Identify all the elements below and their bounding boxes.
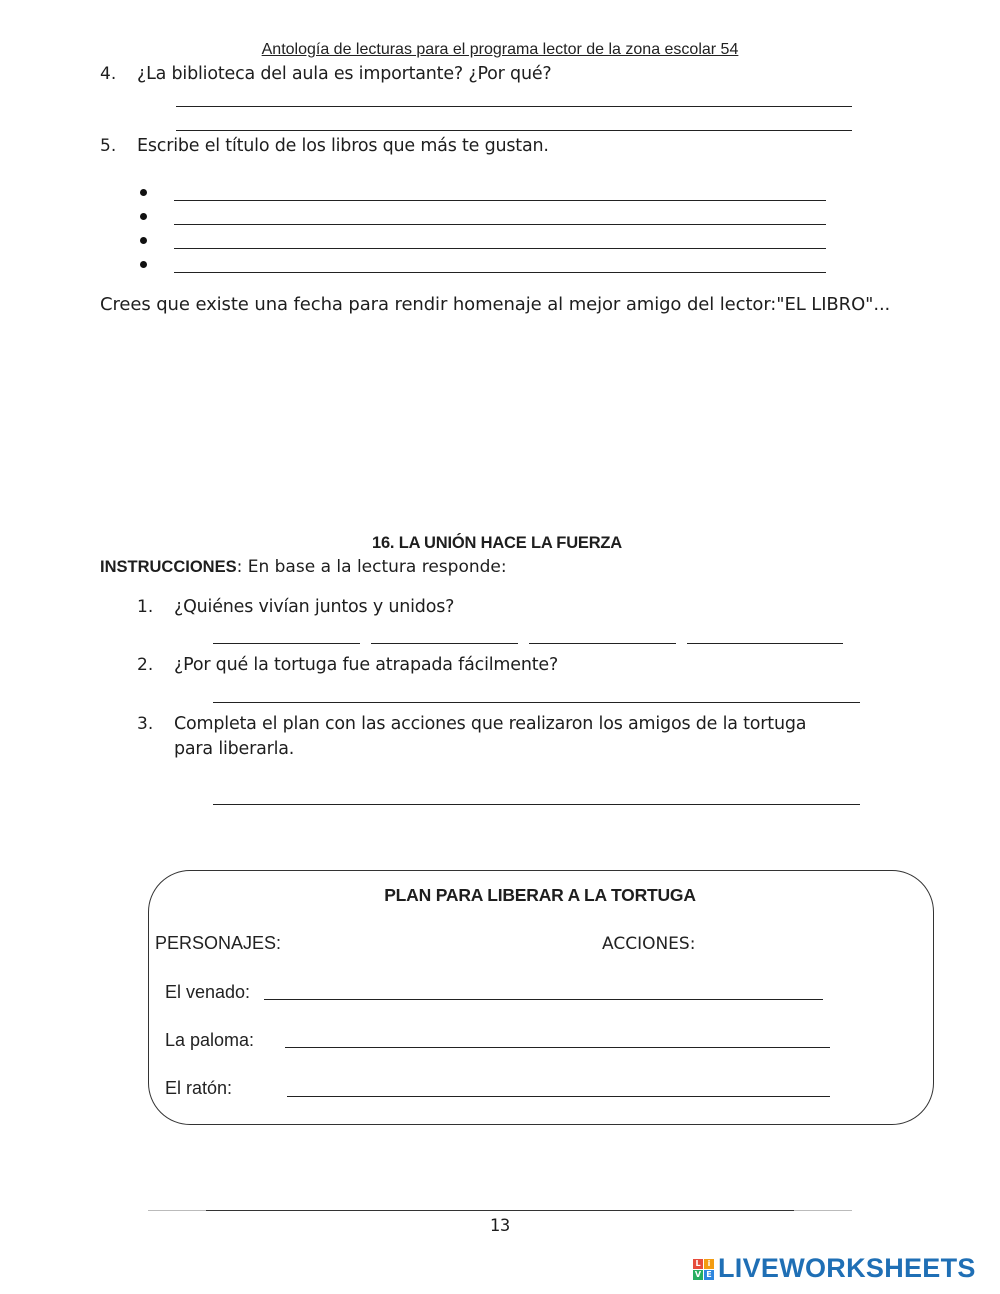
- bullet-icon: [140, 261, 147, 268]
- s16-question-2-number: 2.: [137, 655, 154, 675]
- liveworksheets-logo[interactable]: LIVEWORKSHEETS: [718, 1253, 976, 1283]
- action-line-venado[interactable]: [264, 999, 823, 1000]
- s16-question-1-number: 1.: [137, 597, 154, 617]
- book-title-line[interactable]: [174, 200, 826, 201]
- character-label-paloma: La paloma:: [165, 1030, 255, 1050]
- instructions: [100, 557, 507, 577]
- question-4-number: 4.: [100, 64, 117, 84]
- character-label-raton: El ratón:: [165, 1078, 233, 1098]
- question-5-number: 5.: [100, 136, 117, 156]
- s16-question-2-text: ¿Por qué la tortuga fue atrapada fácilmente?: [174, 655, 559, 675]
- book-title-line[interactable]: [174, 224, 826, 225]
- page-header-title: Antología de lecturas para el programa lector de la zona escolar 54: [261, 41, 739, 58]
- s16-question-3-text-continued: para liberarla.: [174, 739, 295, 759]
- logo-letter: E: [704, 1270, 714, 1280]
- book-title-line[interactable]: [174, 248, 826, 249]
- liveworksheets-logo-icon: [693, 1259, 715, 1281]
- homage-prompt: Crees que existe una fecha para rendir homenaje al mejor amigo del lector:"EL LIBRO"...: [100, 294, 891, 315]
- logo-letter: L: [693, 1259, 703, 1269]
- action-line-raton[interactable]: [287, 1096, 830, 1097]
- bullet-icon: [140, 237, 147, 244]
- answer-line[interactable]: [213, 702, 860, 703]
- bullet-icon: [140, 213, 147, 220]
- answer-line[interactable]: [687, 643, 843, 644]
- book-title-line[interactable]: [174, 272, 826, 273]
- answer-line[interactable]: [176, 106, 852, 107]
- footer-rule: [206, 1210, 794, 1211]
- actions-heading: ACCIONES:: [602, 934, 696, 954]
- instructions-text: : En base a la lectura responde:: [236, 557, 507, 577]
- answer-line[interactable]: [213, 643, 360, 644]
- answer-line[interactable]: [529, 643, 676, 644]
- character-label-venado: El venado:: [165, 982, 251, 1002]
- bullet-icon: [140, 189, 147, 196]
- question-4-text: ¿La biblioteca del aula es importante? ¿Por qué?: [137, 64, 552, 84]
- answer-line[interactable]: [213, 804, 860, 805]
- section-title: 16. LA UNIÓN HACE LA FUERZA: [371, 534, 623, 552]
- instructions-label: INSTRUCCIONES: [100, 558, 237, 576]
- characters-heading: PERSONAJES:: [155, 933, 282, 953]
- s16-question-3-number: 3.: [137, 714, 154, 734]
- logo-letter: i: [704, 1259, 714, 1269]
- s16-question-1-text: ¿Quiénes vivían juntos y unidos?: [174, 597, 455, 617]
- question-5-text: Escribe el título de los libros que más te gustan.: [137, 136, 549, 156]
- s16-question-3-text: Completa el plan con las acciones que realizaron los amigos de la tortuga: [174, 714, 807, 734]
- plan-title: PLAN PARA LIBERAR A LA TORTUGA: [384, 885, 696, 905]
- logo-letter: V: [694, 1270, 702, 1279]
- plan-box: [148, 870, 934, 1125]
- page-number: 13: [489, 1216, 511, 1236]
- action-line-paloma[interactable]: [285, 1047, 830, 1048]
- answer-line[interactable]: [176, 130, 852, 131]
- answer-line[interactable]: [371, 643, 518, 644]
